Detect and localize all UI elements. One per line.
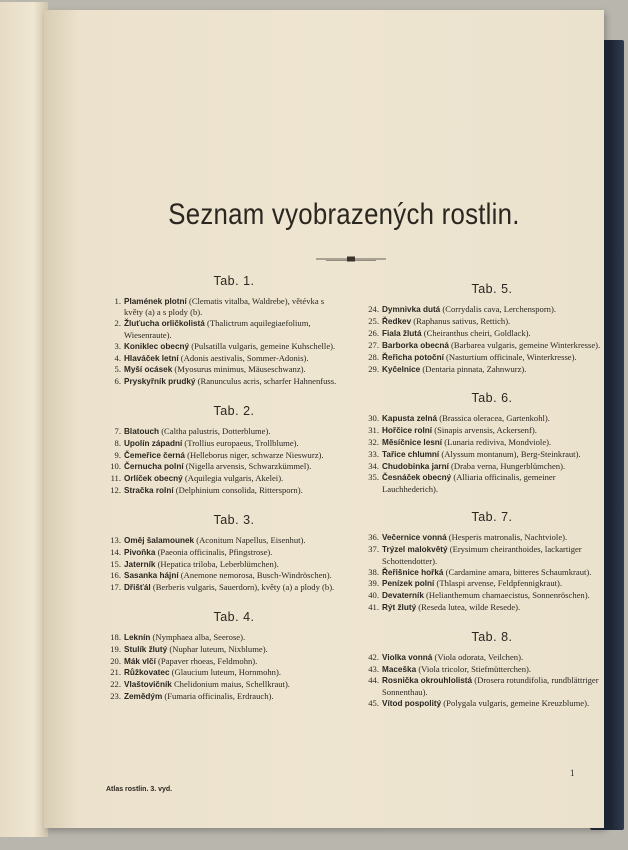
plant-name: Vítod pospolitý [382,698,442,708]
plant-description: (Papaver rhoeas, Feldmohn). [158,655,258,666]
entry-number: 4. [114,352,121,363]
entry-number: 21. [110,667,121,678]
entry-number: 3. [114,340,121,351]
plant-name: Trýzel malokvětý [382,545,448,555]
tab-heading: Tab. 6. [471,390,513,405]
plant-entry [362,413,602,424]
plant-entry [362,578,602,589]
plant-entry [362,567,602,578]
plant-name: Žluťucha orličkolistá [124,319,205,329]
plant-description: (Cheiranthus cheiri, Goldlack). [423,327,531,338]
plant-name: Orlíček obecný [124,474,183,484]
tab-heading: Tab. 1. [213,274,255,288]
entry-number: 8. [114,437,121,448]
plant-name: Zemědým [124,692,163,702]
plant-entry [362,437,602,448]
tab-heading: Tab. 3. [213,512,255,527]
plant-description: (Anemone nemorosa, Busch-Windröschen). [180,570,332,581]
plant-description: (Delphinium consolida, Rittersporn). [175,485,303,496]
plant-description: (Alliaria officinalis, gemeiner Lauchhederich). [382,472,556,494]
plant-name: Koniklec obecný [124,341,190,351]
plant-name: Stulík žlutý [124,644,168,654]
plant-description: (Viola tricolor, Stiefmütterchen). [418,663,532,674]
plant-name: Řeřišnice hořká [382,567,444,577]
plant-name: Jaterník [124,559,156,569]
plant-description: (Nymphaea alba, Seerose). [152,631,246,642]
plant-description: (Nasturtium officinale, Winterkresse). [446,351,577,362]
plant-description: (Glaucium luteum, Hornmohn). [171,667,281,678]
plant-entry [104,691,344,702]
right-column [362,282,602,725]
entry-number: 10. [110,461,121,472]
plant-name: Blatouch [124,426,160,436]
plant-entry [104,450,344,461]
entry-number: 42. [368,651,379,662]
plant-entry [362,352,602,363]
plant-description: (Barbarea vulgaris, gemeine Winterkresse). [451,339,601,350]
plant-name: Kyčelnice [382,364,421,374]
entry-number: 32. [368,436,379,447]
plant-entry [104,644,344,655]
plant-entry [104,559,344,570]
plant-name: Kapusta zelná [382,413,438,423]
plant-description: (Clematis vitalba, Waldrebe), větévka s květy (a) a s plody (b). [124,296,325,318]
plant-entry [104,535,344,546]
tab-heading: Tab. 4. [213,609,255,624]
tab-section [104,404,344,497]
tab-section [362,391,602,494]
entry-number: 20. [110,655,121,666]
plant-entry [362,461,602,472]
plant-description: (Nuphar luteum, Nixblume). [169,643,268,654]
tab-section [104,274,344,388]
tab-heading: Tab. 5. [471,282,513,296]
plant-name: Česnáček obecný [382,473,452,483]
plant-description: (Pulsatilla vulgaris, gemeine Kuhschelle). [191,340,336,351]
entry-number: 34. [368,460,379,471]
entry-number: 19. [110,643,121,654]
plant-entry [362,652,602,663]
plant-entry [362,590,602,601]
plant-description: (Viola odorata, Veilchen). [434,651,524,662]
plant-entry [104,582,344,593]
plant-name: Černucha polní [124,462,184,472]
page-title: Seznam vyobrazených rostlin. [168,198,520,231]
plant-name: Rosnička okrouhlolistá [382,676,473,686]
footer-note: Atlas rostlin. 3. vyd. [106,786,173,793]
previous-page-edge [0,2,48,837]
plant-description: (Nigella arvensis, Schwarzkümmel). [185,461,312,472]
entry-number: 40. [368,590,379,601]
entry-number: 6. [114,376,121,387]
plant-entry [104,341,344,352]
entry-number: 44. [368,675,379,686]
plant-entry [362,304,602,315]
plant-name: Růžkovatec [124,668,170,678]
plant-description: (Ranunculus acris, scharfer Hahnenfuss. [197,376,337,387]
tab-section [362,630,602,710]
plant-description: (Paeonia officinalis, Pfingstrose). [157,546,273,557]
entry-number: 24. [368,304,379,314]
plant-description: (Corrydalis cava, Lerchensporn). [442,304,556,314]
plant-name: Penízek polní [382,579,435,589]
book-page [44,10,604,828]
plant-name: Hlaváček letní [124,353,179,363]
plant-description: (Polygala vulgaris, gemeine Kreuzblume). [443,697,590,708]
left-column [104,274,344,719]
tab-heading: Tab. 8. [471,629,513,644]
entry-number: 41. [368,602,379,613]
entry-number: 7. [114,425,121,436]
plant-name: Pivoňka [124,547,156,557]
plant-entry [362,532,602,543]
plant-name: Dřišťál [124,583,151,593]
plant-entry [104,485,344,496]
plant-name: Ředkev [382,316,412,326]
plant-entry [104,656,344,667]
entry-number: 30. [368,412,379,423]
entry-number: 31. [368,424,379,435]
plant-description: (Caltha palustris, Dotterblume). [161,425,271,436]
plant-description: (Aconitum Napellus, Eisenhut). [196,534,306,545]
plant-entry [104,426,344,437]
plant-description: (Helianthemum chamaecistus, Sonnenröschen). [426,590,590,601]
plant-name: Vlaštovičník [124,680,172,690]
entry-number: 43. [368,663,379,674]
entry-number: 12. [110,485,121,496]
plant-description: (Hepatica triloba, Leberblümchen). [157,558,279,569]
plant-description: (Brassica oleracea, Gartenkohl). [439,412,550,423]
plant-name: Čemeřice černá [124,450,185,460]
plant-name: Mák vlčí [124,656,156,666]
plant-name: Leknín [124,632,151,642]
plant-entry [104,679,344,690]
entry-number: 2. [114,318,121,329]
plant-name: Plamének plotní [124,297,187,306]
page-number: 1 [570,768,575,778]
plant-description: (Trollius europaeus, Trollblume). [184,437,299,448]
plant-name: Maceška [382,664,417,674]
plant-entry [362,449,602,460]
plant-entry [362,328,602,339]
ornament-divider [316,255,386,263]
entry-number: 38. [368,566,379,577]
plant-entry [104,353,344,364]
plant-name: Devaterník [382,591,424,601]
entry-number: 11. [110,473,121,484]
entry-number: 13. [110,534,121,545]
entry-number: 23. [110,691,121,702]
plant-entry [362,472,602,494]
plant-description: (Helleborus niger, schwarze Nieswurz). [187,449,324,460]
plant-description: (Sinapis arvensis, Ackersenf). [434,424,537,435]
entry-number: 29. [368,363,379,374]
entry-number: 28. [368,351,379,362]
plant-entry [362,544,602,566]
plant-entry [104,570,344,581]
plant-entry [362,425,602,436]
plant-description: (Raphanus sativus, Rettich). [413,315,511,326]
entry-number: 16. [110,570,121,581]
plant-name: Myší ocásek [124,365,173,375]
entry-number: 25. [368,315,379,326]
plant-entry [362,675,602,697]
entry-number: 1. [114,296,121,306]
plant-name: Sasanka hájní [124,571,179,581]
plant-name: Pryskyřník prudký [124,377,196,387]
plant-entry [104,318,344,340]
plant-description: (Cardamine amara, bitteres Schaumkraut). [445,566,592,577]
entry-number: 15. [110,558,121,569]
plant-entry [362,364,602,375]
plant-entry [104,364,344,375]
plant-name: Violka vonná [382,652,433,662]
tab-section [104,513,344,594]
entry-number: 9. [114,449,121,460]
plant-entry [104,461,344,472]
plant-entry [104,667,344,678]
plant-name: Hořčice rolní [382,425,433,435]
entry-number: 27. [368,339,379,350]
plant-description: (Reseda lutea, wilde Resede). [418,602,521,613]
plant-description: (Draba verna, Hungerblümchen). [451,460,566,471]
plant-name: Tařice chlumní [382,449,440,459]
plant-name: Rýt žlutý [382,603,417,613]
plant-entry [362,664,602,675]
tab-heading: Tab. 2. [213,403,255,418]
entry-number: 22. [110,679,121,690]
plant-name: Večernice vonná [382,533,447,543]
entry-number: 37. [368,544,379,555]
entry-number: 26. [368,327,379,338]
plant-description: Chelidonium maius, Schellkraut). [173,679,290,690]
plant-description: (Hesperis matronalis, Nachtviole). [448,532,568,543]
plant-description: (Fumaria officinalis, Erdrauch). [164,691,274,702]
plant-description: (Erysimum cheiranthoides, lackartiger Schottendotter). [382,544,582,566]
plant-entry [362,316,602,327]
plant-entry [362,602,602,613]
plant-description: (Lunaria rediviva, Mondviole). [444,436,552,447]
entry-number: 36. [368,532,379,543]
entry-number: 17. [110,582,121,593]
plant-description: (Drosera rotundifolia, rundblättriger Sonnenthau). [382,675,599,697]
entry-number: 39. [368,578,379,589]
plant-description: (Dentaria pinnata, Zahnwurz). [422,363,527,374]
plant-description: (Thalictrum aquilegiaefolium, Wiesenraute). [124,318,311,340]
plant-entry [104,376,344,387]
plant-name: Dymnivka dutá [382,305,441,314]
plant-description: (Alyssum montanum), Berg-Steinkraut). [441,448,581,459]
entry-number: 35. [368,472,379,483]
plant-name: Upolín západní [124,438,183,448]
plant-entry [104,632,344,643]
plant-entry [362,698,602,709]
tab-section [104,610,344,703]
plant-name: Řeřicha potoční [382,352,444,362]
plant-description: (Berberis vulgaris, Sauerdorn), květy (a) a plody (b). [152,582,335,593]
plant-name: Barborka obecná [382,340,449,350]
tab-section [362,510,602,613]
entry-number: 45. [368,697,379,708]
plant-name: Fiala žlutá [382,328,422,338]
plant-name: Chudobinka jarní [382,461,449,471]
plant-description: (Adonis aestivalis, Sommer-Adonis). [180,352,309,363]
plant-entry [104,547,344,558]
entry-number: 5. [114,364,121,375]
entry-number: 18. [110,631,121,642]
entry-number: 14. [110,546,121,557]
plant-entry [104,438,344,449]
tab-section [362,282,602,375]
plant-name: Oměj šalamounek [124,535,195,545]
plant-entry [362,340,602,351]
plant-entry [104,296,344,318]
plant-description: (Aquilegia vulgaris, Akelei). [184,473,284,484]
entry-number: 33. [368,448,379,459]
plant-description: (Myosurus minimus, Mäuseschwanz). [174,364,306,375]
plant-name: Stračka rolní [124,486,174,496]
plant-entry [104,473,344,484]
plant-description: (Thlaspi arvense, Feldpfennigkraut). [436,578,563,589]
tab-heading: Tab. 7. [471,510,513,525]
plant-name: Měsíčnice lesní [382,437,443,447]
